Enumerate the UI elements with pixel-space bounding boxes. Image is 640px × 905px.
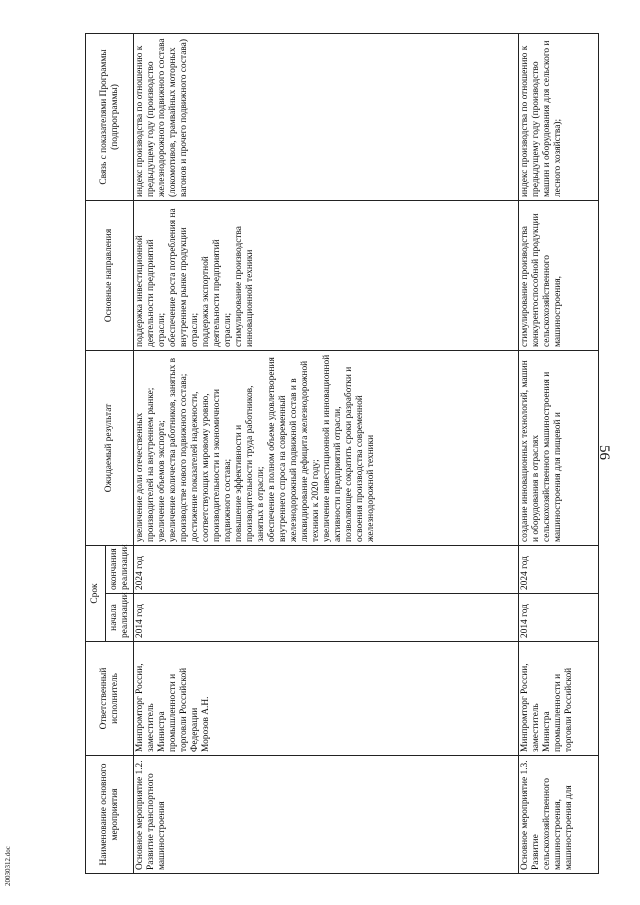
header-start: начала реализации	[106, 594, 134, 642]
page-number: 56	[596, 445, 612, 460]
header-responsible: Ответственный исполнитель	[86, 642, 134, 756]
table-row	[134, 34, 519, 874]
start-cell: 2014 год	[519, 594, 599, 642]
directions-cell: поддержка инвестиционной деятельности предприятий отрасли; обеспечение роста потребления на внутреннем рынке продукции отрасли; поддержка экспортной деятельности предприятий отрасли; стимулирование производства инновационной техники	[134, 201, 519, 351]
end-cell: 2024 год	[134, 546, 519, 594]
responsible-cell: Минпромторг России, заместитель Министра промышленности и торговли Российской	[519, 642, 599, 756]
table-row	[519, 34, 599, 874]
measure-name: Основное мероприятие 1.2. Развитие транспортного машиностроения	[134, 756, 519, 874]
measure-name: Основное мероприятие 1.3. Развитие сельскохозяйственного машиностроения, машиностроения для	[519, 756, 599, 874]
result-cell: создание инновационных технологий, машин и оборудования в отраслях сельскохозяйственного машиностроения и машиностроения для пищевой и	[519, 351, 599, 546]
result-cell: увеличение доли отечественных производителей на внутреннем рынке; увеличение объемов экспорта; увеличение количества работников, занятых в производстве нового подвижного состава; достижение показателей надежности, соответствующих мировому уровню, производительности и экономичности подвижного состава; повышение эффективности и производительности труда работников, занятых в отрасли; обеспечение в полном объеме удовлетворения внутреннего спроса на современный железнодорожный подвижной состав и в ликвидирование дефицита железнодорожной техники к 2020 году; увеличение инвестиционной и инновационной активности предприятий отрасли, позволяющее сократить сроки разработки и освоения производства современной железнодорожной техники	[134, 351, 519, 546]
link-cell: индекс производства по отношению к предыдущему году (производство железнодорожного подвижного состава (локомотивов, трамвайных моторных вагонов и прочего подвижного состава)	[134, 34, 519, 201]
directions-cell: стимулирование производства конкурентоспособной продукции сельскохозяйственного машиностроения,	[519, 201, 599, 351]
start-cell: 2014 год	[134, 594, 519, 642]
link-cell: индекс производства по отношению к предыдущему году (производство машин и оборудования для сельского и лесного хозяйства);	[519, 34, 599, 201]
header-directions: Основные направления	[86, 201, 134, 351]
header-end: окончания реализации	[106, 546, 134, 594]
measures-table	[85, 33, 599, 874]
responsible-cell: Минпромторг России, заместитель Министра промышленности и торговли Российской Федерации Морозов А.Н.	[134, 642, 519, 756]
rotated-table-wrapper	[85, 34, 605, 874]
header-link: Связь с показателями Программы (подпрограммы)	[86, 34, 134, 201]
end-cell: 2024 год	[519, 546, 599, 594]
header-name: Наименование основного мероприятия	[86, 756, 134, 874]
file-name: 20030312.doc	[4, 846, 12, 886]
header-result: Ожидаемый результат	[86, 351, 134, 546]
header-term: Срок	[86, 546, 106, 642]
